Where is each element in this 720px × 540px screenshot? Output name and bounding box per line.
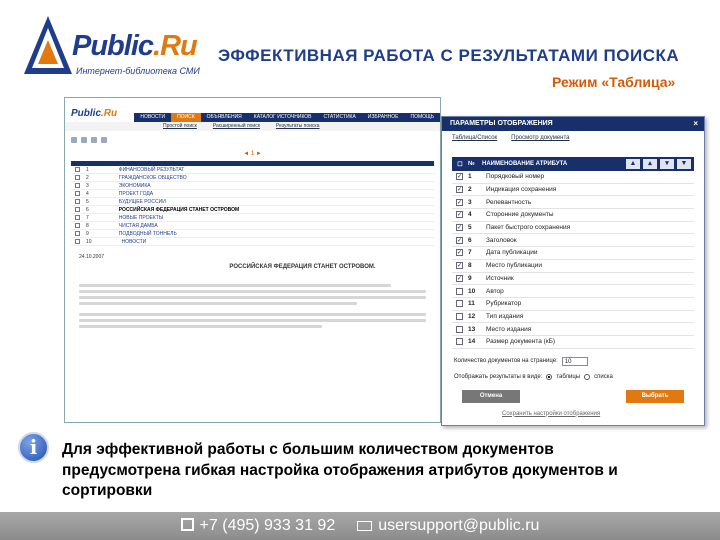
dialog-buttons bbox=[462, 390, 684, 403]
attribute-checkbox[interactable]: ✓ bbox=[457, 212, 463, 219]
row-title[interactable]: ЭКОНОМИКА bbox=[118, 182, 151, 189]
attribute-checkbox[interactable]: ✓ bbox=[457, 187, 463, 194]
attribute-row[interactable] bbox=[452, 196, 694, 209]
support-email[interactable]: usersupport@public.ru bbox=[378, 517, 540, 534]
logo-triangle-icon bbox=[22, 14, 74, 76]
attribute-label: Индикация сохранения bbox=[486, 186, 557, 194]
row-number: 4 bbox=[86, 190, 89, 197]
app-menu-item[interactable]: НОВОСТИ bbox=[140, 114, 166, 120]
slide-subtitle: Режим «Таблица» bbox=[552, 74, 676, 90]
view-table-label: таблицы bbox=[556, 373, 581, 380]
move-top-icon[interactable]: ▲ bbox=[626, 159, 640, 169]
attribute-number: 2 bbox=[468, 186, 472, 194]
tab-document-view[interactable]: Просмотр документа bbox=[511, 135, 570, 141]
attribute-label: Рубрикатор bbox=[486, 300, 522, 308]
view-mode-option bbox=[454, 374, 692, 380]
phone-number: +7 (495) 933 31 92 bbox=[199, 517, 336, 534]
logo-tagline: Интернет-библиотека СМИ bbox=[76, 66, 200, 76]
attributes-table-header bbox=[452, 157, 694, 171]
attribute-row[interactable] bbox=[452, 273, 694, 286]
attribute-number: 4 bbox=[468, 211, 472, 219]
toolbar-icon[interactable] bbox=[71, 137, 77, 143]
attribute-number: 13 bbox=[468, 325, 476, 333]
attribute-label: Тип издания bbox=[486, 312, 524, 320]
attribute-number: 3 bbox=[468, 198, 472, 206]
attribute-row[interactable] bbox=[452, 234, 694, 247]
view-mode-label: Отображать результаты в виде: bbox=[454, 373, 543, 380]
row-title[interactable]: ФИНАНСОВЫЙ РЕЗУЛЬТАТ bbox=[118, 166, 185, 173]
attribute-label: Размер документа (кБ) bbox=[486, 338, 556, 346]
row-number: 3 bbox=[86, 182, 89, 189]
attribute-label: Источник bbox=[486, 274, 514, 282]
email-contact bbox=[357, 517, 539, 535]
app-submenu-item[interactable]: Простой поиск bbox=[163, 123, 197, 129]
row-title[interactable]: НОВЫЕ ПРОЕКТЫ bbox=[118, 214, 164, 221]
app-menu-item[interactable]: КАТАЛОГ ИСТОЧНИКОВ bbox=[253, 114, 312, 120]
attributes-list bbox=[442, 171, 704, 349]
attribute-checkbox[interactable] bbox=[456, 300, 463, 307]
row-checkbox[interactable] bbox=[75, 239, 80, 244]
row-checkbox[interactable] bbox=[75, 207, 80, 212]
row-checkbox[interactable] bbox=[75, 215, 80, 220]
docs-per-page-select[interactable]: 10 bbox=[562, 357, 588, 366]
row-checkbox[interactable] bbox=[75, 199, 80, 204]
app-logo: Public.Ru bbox=[71, 108, 118, 119]
row-number: 6 bbox=[86, 206, 89, 213]
attribute-row[interactable] bbox=[452, 209, 694, 222]
attribute-checkbox[interactable]: ✓ bbox=[457, 263, 463, 270]
row-title[interactable]: ПРОЕКТ ГОДА bbox=[118, 190, 154, 197]
move-down-icon[interactable]: ▾ bbox=[660, 159, 674, 169]
attribute-number: 14 bbox=[468, 338, 476, 346]
toolbar-icon[interactable] bbox=[101, 137, 107, 143]
attribute-checkbox[interactable]: ✓ bbox=[457, 199, 463, 206]
attribute-label: Порядковый номер bbox=[486, 173, 545, 181]
attribute-label: Автор bbox=[486, 287, 504, 295]
dialog-titlebar bbox=[442, 117, 704, 131]
col-number-header: № bbox=[468, 161, 475, 167]
attribute-label: Пакет быстрого сохранения bbox=[486, 224, 571, 232]
view-table-radio[interactable] bbox=[546, 374, 552, 380]
attribute-number: 6 bbox=[468, 236, 472, 244]
result-row[interactable] bbox=[71, 230, 434, 238]
app-header bbox=[65, 98, 440, 122]
attribute-checkbox[interactable]: ✓ bbox=[457, 275, 463, 282]
attribute-row[interactable] bbox=[452, 260, 694, 273]
row-number: 10 bbox=[86, 238, 92, 245]
result-row[interactable] bbox=[71, 206, 434, 214]
attribute-row[interactable] bbox=[452, 184, 694, 197]
result-row[interactable] bbox=[71, 182, 434, 190]
result-row[interactable] bbox=[71, 214, 434, 222]
row-title[interactable]: НОВОСТИ bbox=[121, 238, 147, 245]
attribute-number: 11 bbox=[468, 300, 475, 308]
row-title[interactable]: БУДУЩЕЕ РОССИИ bbox=[118, 198, 166, 205]
attribute-checkbox[interactable] bbox=[456, 288, 463, 295]
info-icon: i bbox=[18, 432, 49, 463]
row-number: 8 bbox=[86, 222, 89, 229]
attribute-number: 1 bbox=[468, 173, 472, 181]
attribute-number: 12 bbox=[468, 312, 476, 320]
app-menu-item[interactable]: ПОИСК bbox=[171, 113, 201, 122]
attribute-row[interactable] bbox=[452, 323, 694, 336]
attribute-row[interactable] bbox=[452, 311, 694, 324]
attribute-number: 10 bbox=[468, 287, 476, 295]
attribute-label: Заголовок bbox=[486, 236, 517, 244]
attribute-number: 8 bbox=[468, 262, 472, 270]
row-title[interactable]: РОССИЙСКАЯ ФЕДЕРАЦИЯ СТАНЕТ ОСТРОВОМ bbox=[118, 206, 240, 213]
row-checkbox[interactable] bbox=[75, 231, 80, 236]
cancel-button[interactable]: Отмена bbox=[462, 390, 520, 403]
doc-title: РОССИЙСКАЯ ФЕДЕРАЦИЯ СТАНЕТ ОСТРОВОМ. bbox=[229, 264, 376, 270]
toolbar-icon[interactable] bbox=[91, 137, 97, 143]
attribute-checkbox[interactable] bbox=[456, 313, 463, 320]
app-pager[interactable]: ◄ 1 ► bbox=[243, 151, 262, 157]
app-screenshot bbox=[64, 97, 441, 423]
attribute-checkbox[interactable]: ✓ bbox=[457, 174, 463, 181]
row-checkbox[interactable] bbox=[75, 183, 80, 188]
result-row[interactable] bbox=[71, 166, 434, 174]
col-name-header: НАИМЕНОВАНИЕ АТРИБУТА bbox=[482, 161, 568, 167]
attribute-checkbox[interactable] bbox=[456, 326, 463, 333]
attribute-label: Сторонние документы bbox=[486, 211, 554, 219]
phone-contact bbox=[181, 517, 336, 535]
row-number: 2 bbox=[86, 174, 89, 181]
row-number: 5 bbox=[86, 198, 89, 205]
logo-wordmark: Public.Ru bbox=[72, 30, 197, 62]
attribute-label: Дата публикации bbox=[486, 249, 538, 257]
app-menu-item[interactable]: СТАТИСТИКА bbox=[323, 114, 356, 120]
attribute-row[interactable] bbox=[452, 298, 694, 311]
view-list-radio[interactable] bbox=[584, 374, 590, 380]
attribute-checkbox[interactable]: ✓ bbox=[457, 237, 463, 244]
close-icon[interactable]: × bbox=[693, 119, 698, 128]
app-document-preview bbox=[79, 254, 426, 328]
apply-button[interactable]: Выбрать bbox=[626, 390, 684, 403]
app-submenu-item[interactable]: Расширенный поиск bbox=[212, 123, 260, 129]
app-menu-item[interactable]: ОБЪЯВЛЕНИЯ bbox=[206, 114, 242, 120]
attribute-row[interactable] bbox=[452, 336, 694, 349]
result-row[interactable] bbox=[71, 198, 434, 206]
move-up-icon[interactable]: ▴ bbox=[643, 159, 657, 169]
result-row[interactable] bbox=[71, 174, 434, 182]
attribute-label: Релевантность bbox=[486, 198, 532, 206]
row-title[interactable]: ГРАЖДАНСКОЕ ОБЩЕСТВО bbox=[118, 174, 187, 181]
move-bottom-icon[interactable]: ▼ bbox=[677, 159, 691, 169]
view-list-label: списка bbox=[594, 373, 613, 380]
row-number: 9 bbox=[86, 230, 89, 237]
mail-icon bbox=[357, 521, 372, 531]
tab-table-list[interactable]: Таблица/Список bbox=[452, 135, 498, 141]
app-menu-item[interactable]: ИЗБРАННОЕ bbox=[367, 114, 399, 120]
toolbar-icon[interactable] bbox=[81, 137, 87, 143]
app-menu-item[interactable]: ПОМОЩЬ bbox=[410, 114, 434, 120]
app-results-list bbox=[71, 161, 434, 246]
app-submenu bbox=[65, 122, 440, 131]
row-title[interactable]: ПОДВОДНЫЙ ТОННЕЛЬ bbox=[118, 230, 177, 237]
display-settings-dialog bbox=[441, 116, 705, 426]
doc-date: 24.10.2007 bbox=[79, 254, 105, 260]
attribute-number: 7 bbox=[468, 249, 472, 257]
dialog-tabs bbox=[442, 131, 704, 145]
row-checkbox[interactable] bbox=[75, 167, 80, 172]
attribute-row[interactable] bbox=[452, 222, 694, 235]
attribute-checkbox[interactable] bbox=[456, 338, 463, 345]
attribute-checkbox[interactable]: ✓ bbox=[457, 225, 463, 232]
attribute-checkbox[interactable]: ✓ bbox=[457, 250, 463, 257]
row-title[interactable]: ЧИСТАЯ ДАМБА bbox=[118, 222, 158, 229]
attribute-label: Место издания bbox=[486, 325, 532, 333]
phone-icon bbox=[181, 518, 194, 531]
result-row[interactable] bbox=[71, 238, 434, 246]
slide-title: ЭФФЕКТИВНАЯ РАБОТА С РЕЗУЛЬТАТАМИ ПОИСКА bbox=[218, 46, 680, 65]
attribute-row[interactable] bbox=[452, 171, 694, 184]
result-row[interactable] bbox=[71, 190, 434, 198]
info-text: Для эффективной работы с большим количеством документов предусмотрена гибкая настройка отображения атрибутов документов и сортировки bbox=[62, 441, 618, 499]
attribute-number: 9 bbox=[468, 274, 472, 282]
contact-footer bbox=[0, 512, 720, 540]
select-all-checkbox[interactable]: ☐ bbox=[457, 161, 463, 168]
attribute-number: 5 bbox=[468, 224, 472, 232]
row-checkbox[interactable] bbox=[75, 175, 80, 180]
attribute-row[interactable] bbox=[452, 285, 694, 298]
app-main-menu bbox=[134, 113, 440, 122]
row-checkbox[interactable] bbox=[75, 191, 80, 196]
attribute-row[interactable] bbox=[452, 247, 694, 260]
row-number: 1 bbox=[86, 166, 89, 173]
app-toolbar bbox=[71, 137, 434, 147]
docs-per-page-option bbox=[454, 357, 692, 366]
app-submenu-item[interactable]: Результаты поиска bbox=[275, 123, 320, 129]
save-settings-link[interactable]: Сохранить настройки отображения bbox=[502, 410, 601, 417]
result-row[interactable] bbox=[71, 222, 434, 230]
row-number: 7 bbox=[86, 214, 89, 221]
docs-per-page-label: Количество документов на странице: bbox=[454, 358, 558, 365]
dialog-title: ПАРАМЕТРЫ ОТОБРАЖЕНИЯ bbox=[450, 120, 553, 127]
row-checkbox[interactable] bbox=[75, 223, 80, 228]
attribute-label: Место публикации bbox=[486, 262, 542, 270]
